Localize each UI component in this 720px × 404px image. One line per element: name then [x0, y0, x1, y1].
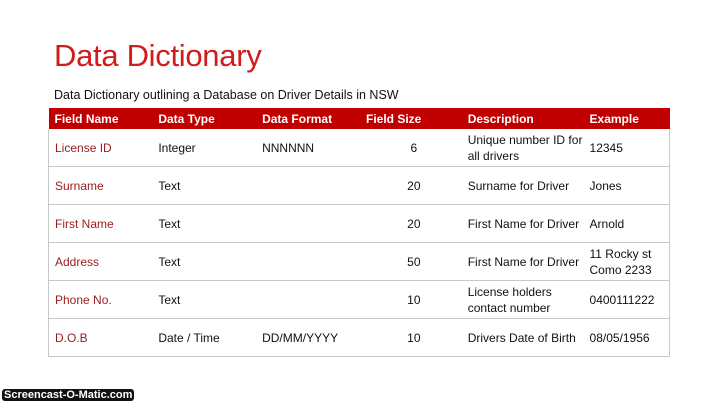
table-header-row — [49, 108, 670, 129]
table-cell: Surname — [49, 167, 153, 205]
table-row — [49, 129, 670, 167]
table-cell: Date / Time — [152, 319, 256, 357]
table-cell: 12345 — [584, 129, 670, 167]
table-cell: NNNNNN — [256, 129, 360, 167]
table-cell: 6 — [360, 129, 462, 167]
table-cell: Phone No. — [49, 281, 153, 319]
table-cell: 20 — [360, 205, 462, 243]
table-cell: DD/MM/YYYY — [256, 319, 360, 357]
table-cell: 11 Rocky st Como 2233 — [584, 243, 670, 281]
table-row — [49, 205, 670, 243]
table-cell: Text — [152, 243, 256, 281]
table-cell: 08/05/1956 — [584, 319, 670, 357]
table-cell: License ID — [49, 129, 153, 167]
table-row — [49, 281, 670, 319]
table-cell: 0400111222 — [584, 281, 670, 319]
table-cell — [256, 167, 360, 205]
page-title: Data Dictionary — [54, 38, 262, 73]
column-header: Description — [462, 108, 584, 129]
column-header: Example — [584, 108, 670, 129]
watermark: Screencast-O-Matic.com — [4, 389, 133, 401]
table-cell: Text — [152, 167, 256, 205]
data-dictionary-table — [48, 108, 670, 357]
table-row — [49, 243, 670, 281]
table-cell: First Name for Driver — [462, 205, 584, 243]
column-header: Field Size — [360, 108, 462, 129]
column-header: Field Name — [49, 108, 153, 129]
table-cell: Surname for Driver — [462, 167, 584, 205]
table-cell: Unique number ID for all drivers — [462, 129, 584, 167]
table-cell: License holders contact number — [462, 281, 584, 319]
table-cell: 10 — [360, 319, 462, 357]
table-cell: Integer — [152, 129, 256, 167]
table-cell — [256, 205, 360, 243]
table-cell: First Name — [49, 205, 153, 243]
table-cell: Address — [49, 243, 153, 281]
column-header: Data Type — [152, 108, 256, 129]
table-cell: Text — [152, 281, 256, 319]
table-cell: Text — [152, 205, 256, 243]
table-cell: 10 — [360, 281, 462, 319]
column-header: Data Format — [256, 108, 360, 129]
table-cell: Drivers Date of Birth — [462, 319, 584, 357]
table-cell: Jones — [584, 167, 670, 205]
table-row — [49, 319, 670, 357]
page-subtitle: Data Dictionary outlining a Database on Driver Details in NSW — [54, 88, 399, 102]
table-cell: 20 — [360, 167, 462, 205]
table-cell — [256, 243, 360, 281]
table-cell: D.O.B — [49, 319, 153, 357]
table-cell: 50 — [360, 243, 462, 281]
table-cell: First Name for Driver — [462, 243, 584, 281]
table-cell — [256, 281, 360, 319]
table-row — [49, 167, 670, 205]
table-cell: Arnold — [584, 205, 670, 243]
